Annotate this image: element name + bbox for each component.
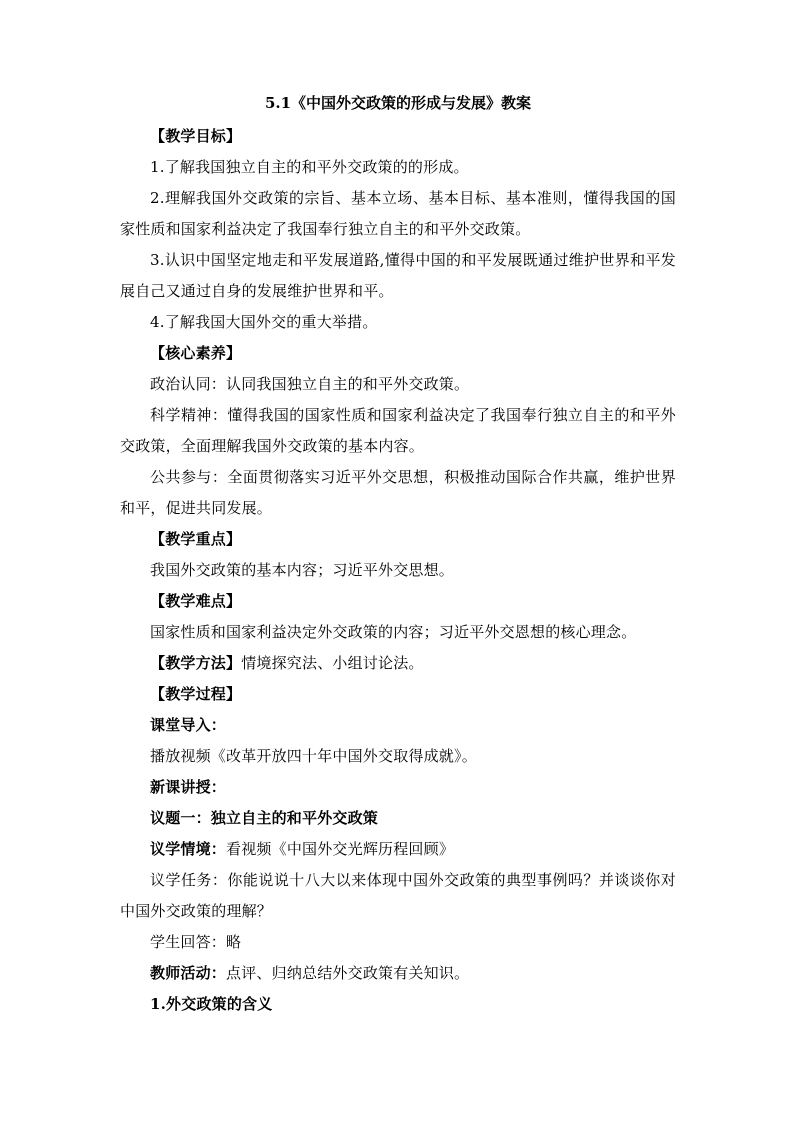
document-title: 5.1《中国外交政策的形成与发展》教案 [264,94,532,112]
answer-text: 学生回答：略 [150,933,242,951]
literacy-item-1: 政治认同：认同我国独立自主的和平外交政策。 [150,375,470,393]
method-heading: 【教学方法】 [150,654,242,672]
teacher-label: 教师活动： [150,964,227,982]
intro-text: 播放视频《改革开放四十年中国外交取得成就》。 [150,747,477,765]
objective-1: 1.了解我国独立自主的和平外交政策的的形成。 [150,158,469,176]
intro-label: 课堂导入： [150,716,227,734]
point-1-heading: 1.外交政策的含义 [150,995,273,1013]
literacy-heading: 【核心素养】 [150,344,242,362]
topic-1: 议题一：独立自主的和平外交政策 [150,809,379,827]
difficulty-text: 国家性质和国家利益决定外交政策的内容；习近平外交恩想的核心理念。 [150,623,637,641]
literacy-item-3: 公共参与：全面贯彻落实习近平外交思想，积极推动国际合作共赢，维护世界和平，促进共同发展。 [120,468,676,517]
focus-text: 我国外交政策的基本内容；习近平外交思想。 [150,561,455,579]
teacher-line [120,958,676,989]
objective-2: 2.理解我国外交政策的宗旨、基本立场、基本目标、基本准则，懂得我国的国家性质和国家利益决定了我国奉行独立自主的和平外交政策。 [120,189,676,238]
focus-heading: 【教学重点】 [150,530,242,548]
difficulty-heading: 【教学难点】 [150,592,242,610]
literacy-item-2: 科学精神：懂得我国的国家性质和国家利益决定了我国奉行独立自主的和平外交政策，全面理解我国外交政策的基本内容。 [120,406,676,455]
process-heading: 【教学过程】 [150,685,242,703]
document-page [120,94,676,1020]
method-line [120,648,676,679]
scenario-line [120,834,676,865]
teacher-text: 点评、归纳总结外交政策有关知识。 [226,964,470,982]
objective-3: 3.认识中国坚定地走和平发展道路,懂得中国的和平发展既通过维护世界和平发展自己又通过自身的发展维护世界和平。 [120,251,676,300]
scenario-label: 议学情境： [150,840,227,858]
method-text: 情境探究法、小组讨论法。 [241,654,424,672]
scenario-text: 看视频《中国外交光辉历程回顾》 [226,840,455,858]
objective-4: 4.了解我国大国外交的重大举措。 [150,313,378,331]
task-text: 议学任务：你能说说十八大以来体现中国外交政策的典型事例吗？并谈谈你对中国外交政策的理解？ [120,871,676,920]
new-lesson-label: 新课讲授： [150,778,227,796]
objectives-heading: 【教学目标】 [150,127,242,145]
